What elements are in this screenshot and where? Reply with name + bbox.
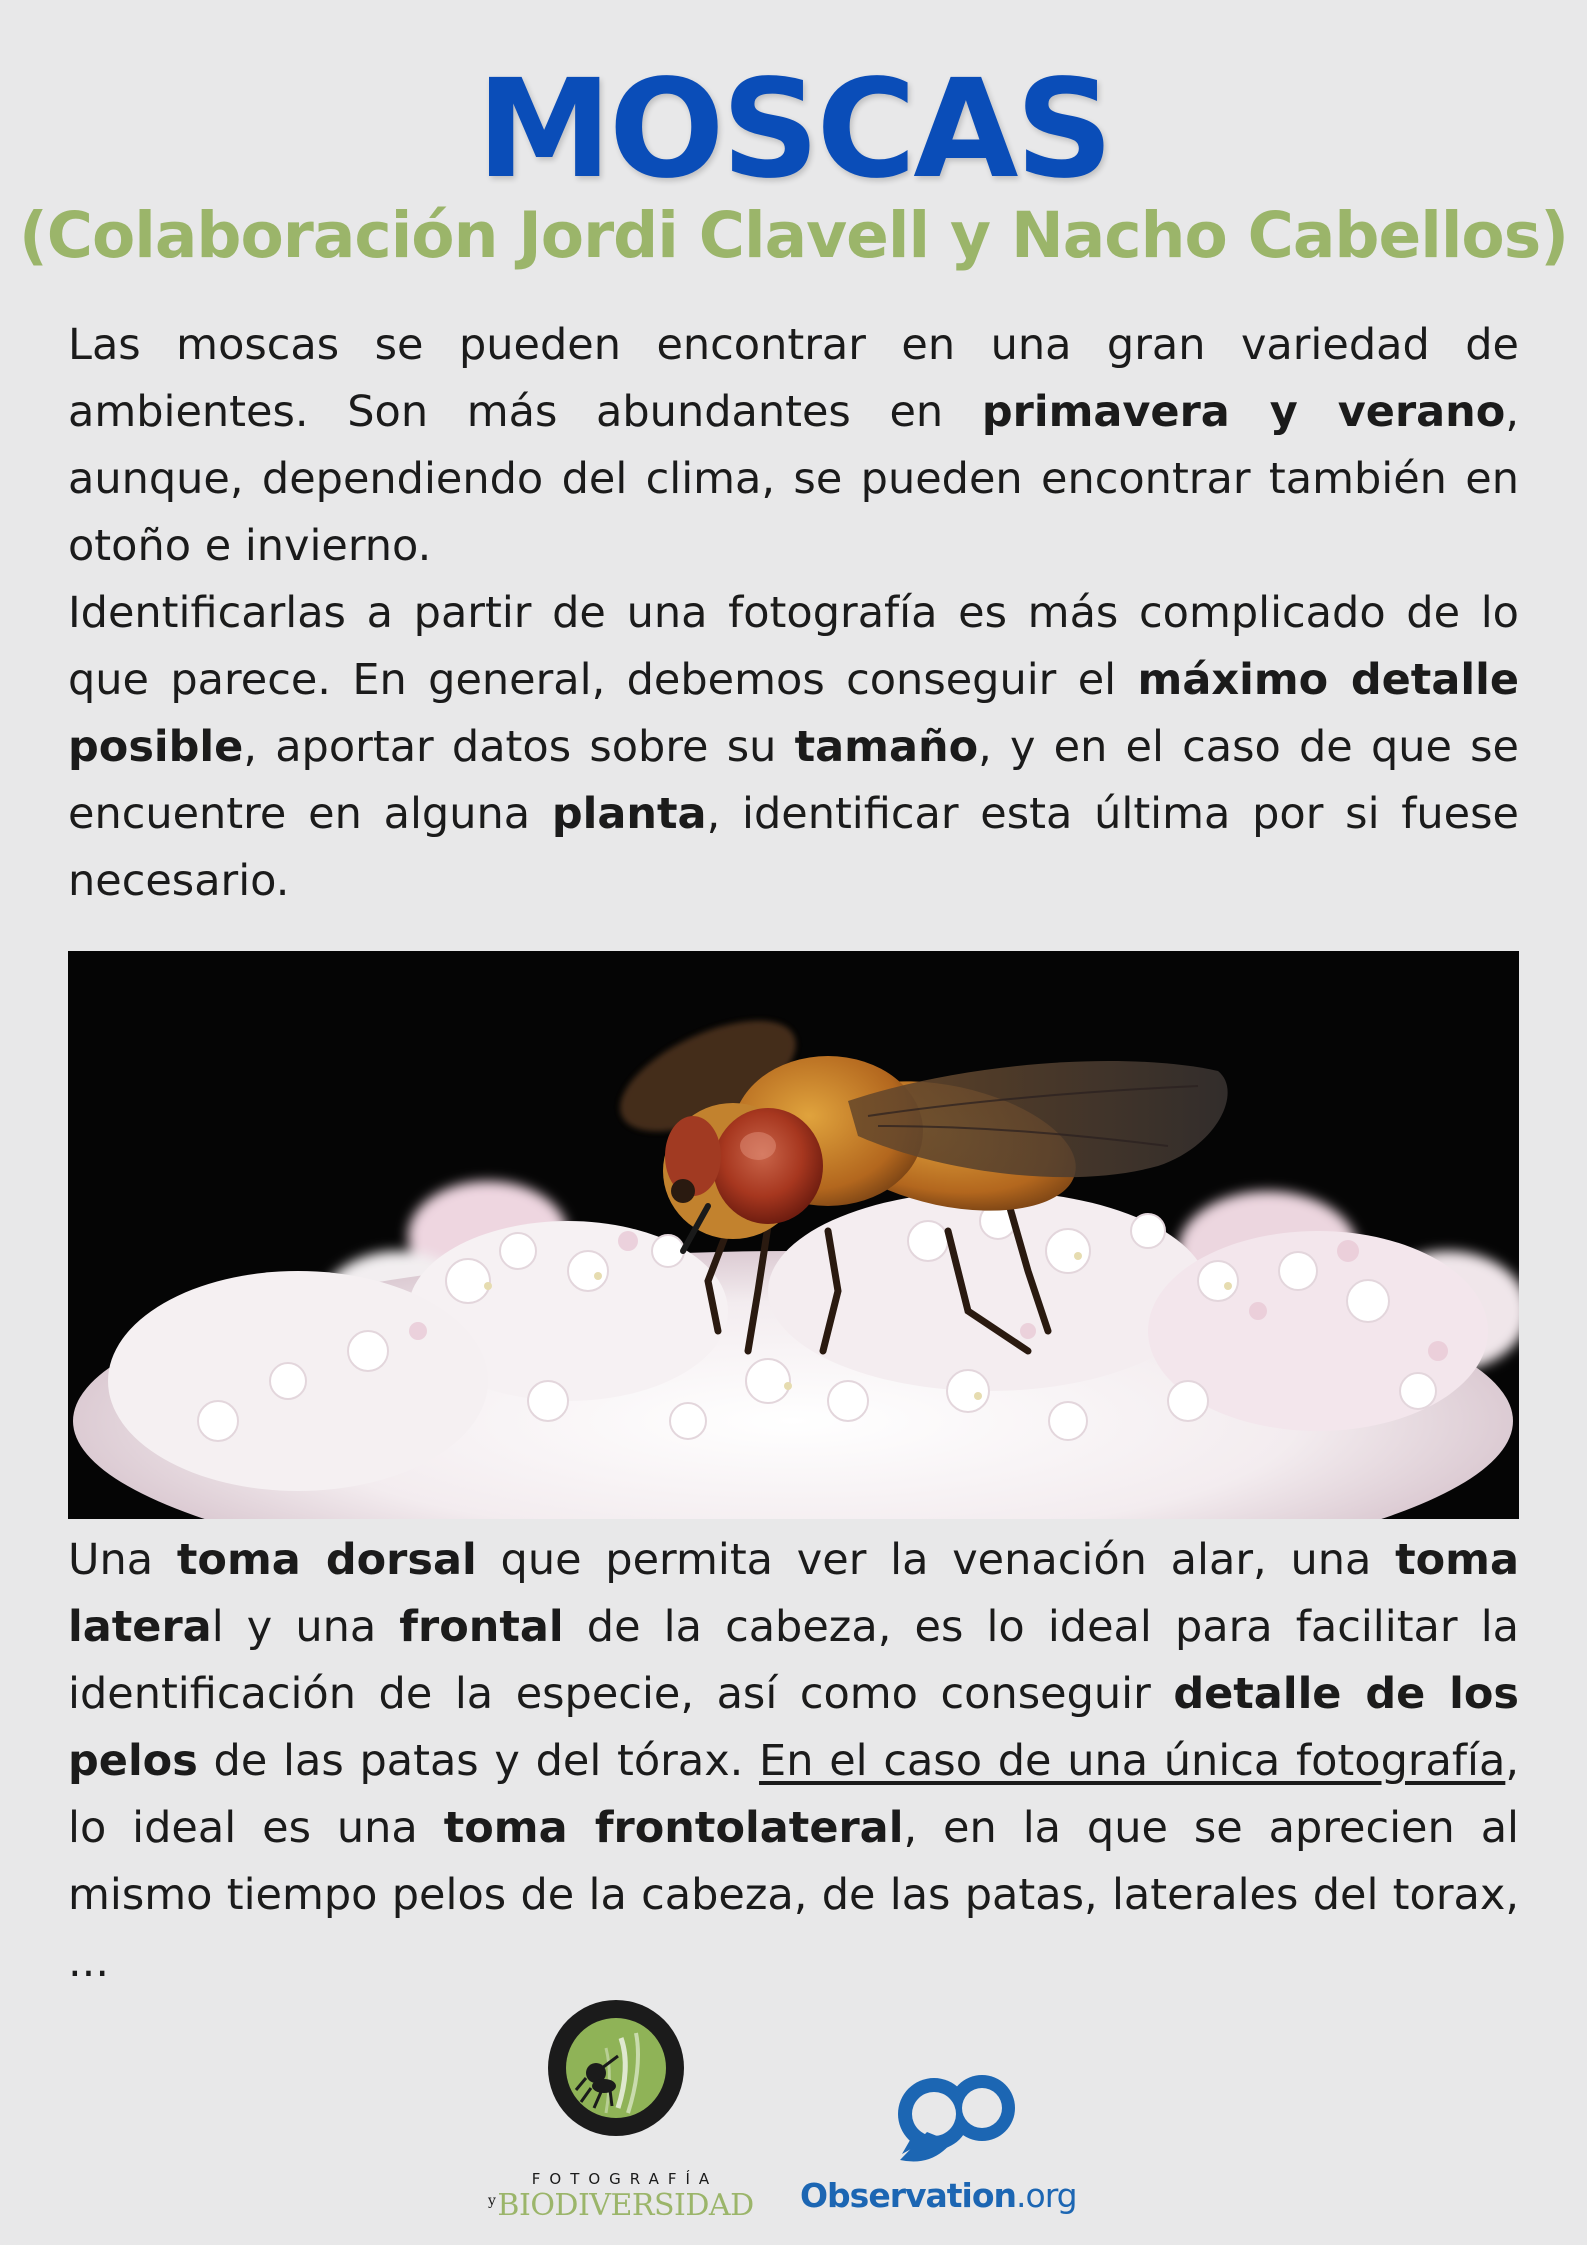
observation-suffix: .org <box>1016 2176 1077 2215</box>
text-run: que permita ver la venación alar, una <box>476 1535 1396 1585</box>
text-run: de las patas y del tórax. <box>197 1736 760 1786</box>
text-run: Las moscas se pueden encontrar en una gran variedad de ambientes. Son más abundantes en <box>68 320 1519 437</box>
fly-photo <box>68 951 1519 1519</box>
intro-paragraph-identification <box>68 580 1519 915</box>
logo-caption-fotografia: FOTOGRAFÍA <box>531 2170 719 2188</box>
page-title: MOSCAS <box>476 51 1111 209</box>
text-run: , lo ideal es una <box>68 1736 1519 1853</box>
text-run: , en la que se aprecien al mismo tiempo pelos de la cabeza, de las patas, laterales del torax, ... <box>68 1803 1519 1987</box>
observation-org-logo <box>800 2072 1100 2222</box>
emphasis-text: máximo detalle posible <box>68 655 1519 772</box>
emphasis-text: tamaño <box>794 722 979 772</box>
text-run: , aunque, dependiendo del clima, se pueden encontrar también en otoño e invierno. <box>68 387 1519 571</box>
intro-paragraph-seasons <box>68 312 1519 580</box>
emphasis-text: primavera y verano <box>981 387 1506 437</box>
photo-tips-paragraph <box>68 1527 1519 1996</box>
text-run: de la cabeza, es lo ideal para facilitar la identificación de la especie, así como conseguir <box>68 1602 1519 1719</box>
emphasis-text: planta <box>551 789 707 839</box>
fotografia-biodiversidad-logo <box>488 2000 754 2223</box>
logo-caption-y: y <box>488 2193 496 2209</box>
text-run: , y en el caso de que se encuentre en alguna <box>68 722 1519 839</box>
logo-caption-biodiversidad-text: BIODIVERSIDAD <box>497 2188 754 2223</box>
nature-silhouette-icon <box>566 2018 666 2118</box>
page-subtitle: (Colaboración Jordi Clavell y Nacho Cabellos) <box>18 199 1569 272</box>
underlined-text: En el caso de una única fotografía <box>759 1736 1506 1786</box>
text-run: , aportar datos sobre su <box>243 722 795 772</box>
emphasis-text: toma latera <box>68 1535 1519 1652</box>
logo-caption-biodiversidad <box>488 2188 754 2223</box>
emphasis-text: toma frontolateral <box>443 1803 904 1853</box>
observation-name: Observation <box>800 2176 1017 2215</box>
camera-lens-ring-icon <box>548 2000 684 2136</box>
text-run: Una <box>68 1535 177 1585</box>
observation-wordmark <box>800 2176 1100 2215</box>
emphasis-text: detalle de los pelos <box>68 1669 1520 1786</box>
binoculars-icon <box>882 2072 1022 2172</box>
text-run: , identificar esta última por si fuese necesario. <box>68 789 1519 906</box>
emphasis-text: toma dorsal <box>176 1535 477 1585</box>
emphasis-text: frontal <box>399 1602 564 1652</box>
text-run: Identificarlas a partir de una fotografía es más complicado de lo que parece. En general, debemos conseguir el <box>68 588 1519 705</box>
text-run: l y una <box>211 1602 400 1652</box>
